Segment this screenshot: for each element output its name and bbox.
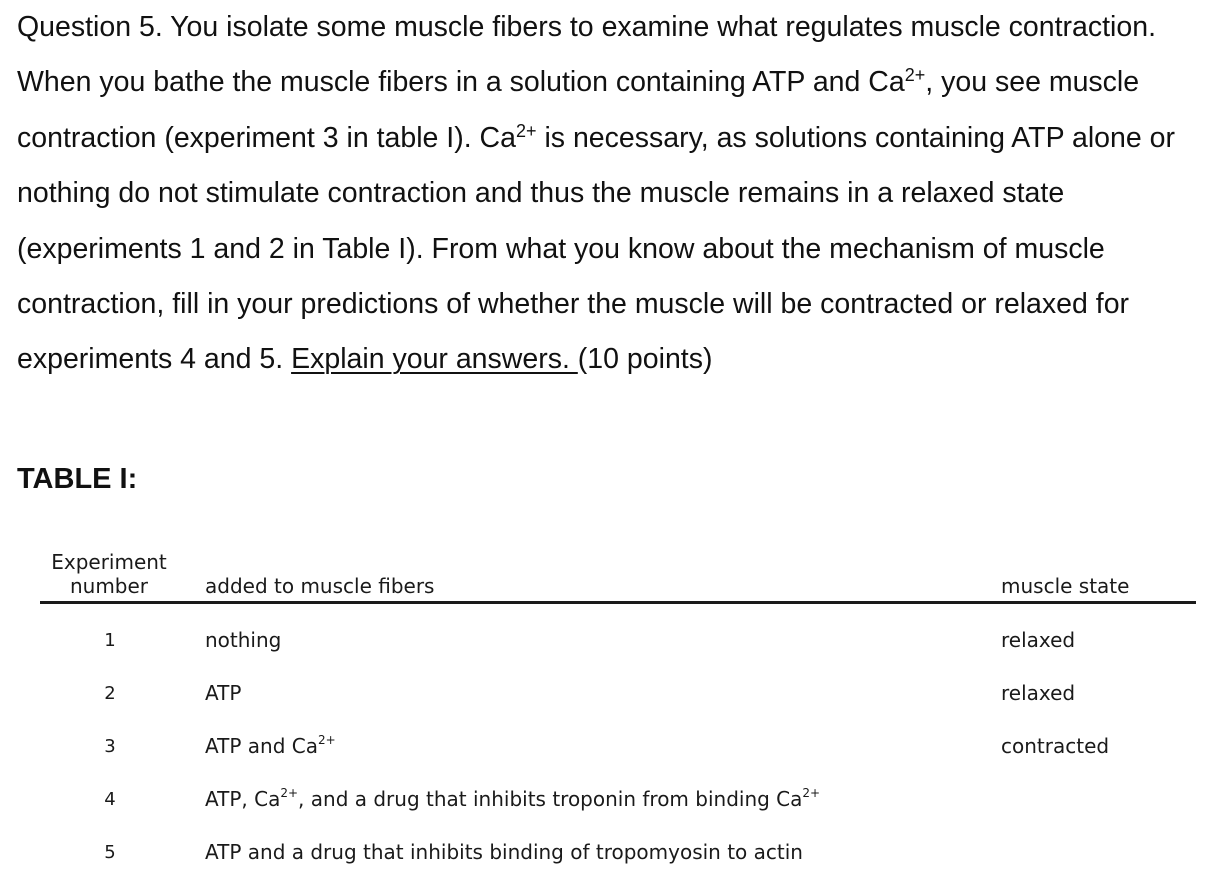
table-row: [40, 820, 1196, 873]
experiment-number: 4: [104, 789, 116, 810]
table-heading: TABLE I:: [17, 463, 138, 495]
table-body: [40, 608, 1196, 873]
superscript-charge: 2+: [317, 733, 336, 747]
muscle-state: relaxed: [1001, 628, 1076, 652]
superscript-charge: 2+: [802, 786, 821, 800]
experiment-table: [40, 548, 1196, 869]
superscript-charge: 2+: [516, 120, 537, 141]
header-experiment-number: [40, 550, 178, 598]
question-part-2: , you see muscle contraction (experiment 3 in table I). Ca: [17, 66, 1140, 154]
muscle-state: contracted: [1001, 734, 1110, 758]
header-number-line-1: Experiment: [51, 550, 167, 574]
added-text: nothing: [205, 628, 282, 652]
added-text: ATP and a drug that inhibits binding of tropomyosin to actin: [205, 840, 803, 864]
header-number-line-2: number: [69, 574, 149, 598]
question-text: [17, 0, 1217, 388]
experiment-number: 2: [104, 683, 116, 704]
question-part-1: Question 5. You isolate some muscle fibers to examine what regulates muscle contraction. When you bathe the muscle fibers in a solution containing ATP and Ca: [17, 11, 1157, 99]
table-header-row: [40, 548, 1196, 604]
experiment-number: 1: [104, 630, 116, 651]
experiment-number: 5: [104, 842, 116, 863]
added-to-fibers: [205, 840, 803, 864]
table-row: [40, 661, 1196, 714]
added-to-fibers: [205, 628, 281, 652]
added-text: ATP and Ca: [205, 734, 318, 758]
added-text: ATP, Ca: [205, 787, 281, 811]
added-to-fibers: [205, 734, 336, 758]
table-row: [40, 767, 1196, 820]
added-to-fibers: [205, 787, 820, 811]
header-muscle-state: muscle state: [1001, 574, 1130, 598]
superscript-charge: 2+: [904, 65, 926, 86]
question-part-3: is necessary, as solutions containing ATP alone or nothing do not stimulate contraction and thus the muscle remains in a relaxed state (experiments 1 and 2 in Table I). From what you know about the mechanism of muscle contraction, fill in your predictions of whether the muscle will be contracted or relaxed for experiments 4 and 5.: [17, 121, 1175, 376]
added-text-tail: , and a drug that inhibits troponin from binding Ca: [298, 787, 803, 811]
table-row: [40, 608, 1196, 661]
muscle-state: relaxed: [1001, 681, 1076, 705]
added-text: ATP: [205, 681, 242, 705]
explain-instruction: Explain your answers.: [291, 343, 578, 376]
table-row: [40, 714, 1196, 767]
superscript-charge: 2+: [280, 786, 299, 800]
added-to-fibers: [205, 681, 241, 705]
header-added: added to muscle fibers: [205, 574, 435, 598]
experiment-number: 3: [104, 736, 116, 757]
points-label: (10 points): [577, 343, 713, 376]
